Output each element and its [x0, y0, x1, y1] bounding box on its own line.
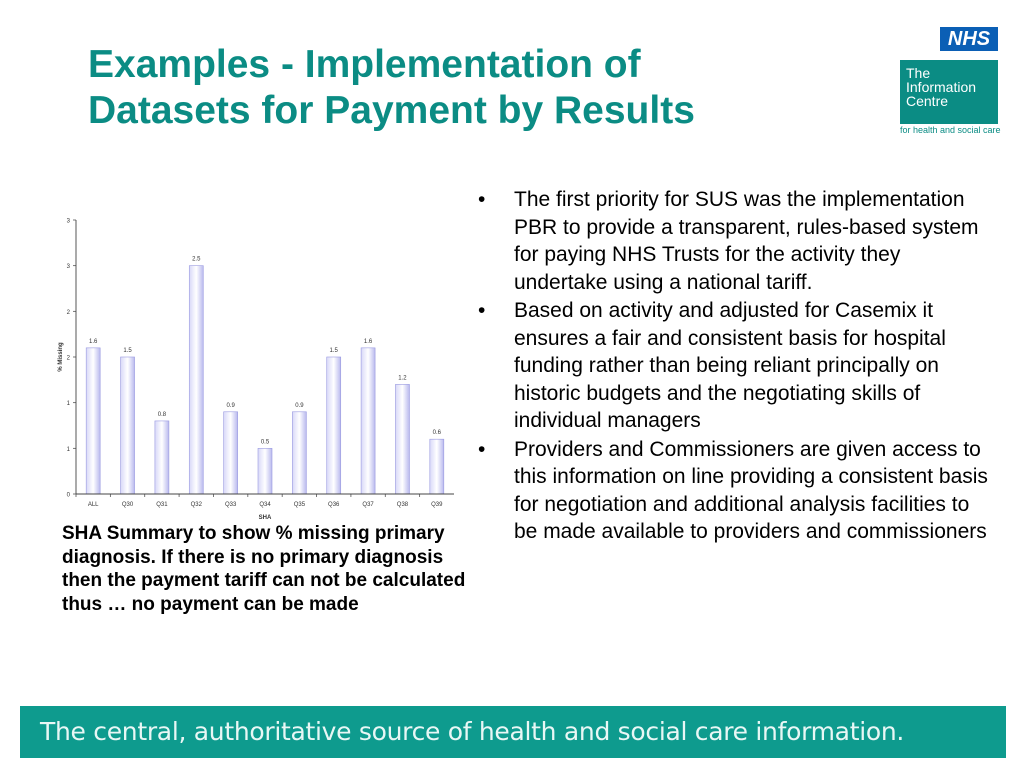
y-axis-label: % Missing [58, 342, 64, 372]
y-tick-label: 1 [66, 446, 70, 453]
x-tick-label: Q39 [431, 502, 443, 508]
y-tick-label: 2 [66, 355, 70, 362]
bar [224, 412, 238, 494]
data-label: 1.6 [89, 338, 98, 345]
data-label: 1.6 [363, 338, 373, 345]
y-tick-label: 2 [66, 309, 70, 316]
bar [155, 421, 169, 494]
bullet-list [478, 186, 998, 547]
x-tick-label: Q37 [362, 502, 374, 508]
logo-org-line-2: Information [906, 79, 977, 95]
y-tick-label: 3 [66, 264, 70, 271]
y-tick-label: 3 [66, 218, 70, 225]
bar [121, 357, 135, 494]
slide-title-line-1: Examples - Implementation of [88, 43, 641, 86]
logo-tagline: for health and social care [900, 125, 1001, 135]
bar [189, 266, 203, 494]
nhs-information-centre-logo [896, 24, 1002, 136]
bar [86, 348, 100, 494]
bullet-text: Providers and Commissioners are given access to this information on line providing a consistent basis for negotiation and additional analysis facilities to be made available to providers and commissioners [514, 437, 988, 543]
slide-title-line-2: Datasets for Payment by Results [88, 89, 695, 132]
y-tick-label: 0 [66, 492, 70, 499]
x-tick-label: Q38 [396, 502, 409, 508]
data-label: 1.2 [398, 375, 407, 382]
data-label: 0.5 [260, 439, 270, 446]
bullet-text: Based on activity and adjusted for Casemix it ensures a fair and consistent basis for hospital funding rather than being reliant principally on historic budgets and the negotiating skills of individual managers [514, 299, 946, 432]
x-tick-label: Q30 [121, 502, 134, 508]
y-tick-label: 1 [66, 401, 70, 408]
x-tick-label: Q35 [293, 502, 306, 508]
bar [361, 348, 375, 494]
data-label: 2.5 [192, 256, 201, 263]
data-label: 1.5 [123, 348, 132, 354]
bar [430, 439, 444, 494]
y-axis [67, 219, 76, 499]
bullet-text: The first priority for SUS was the implementation PBR to provide a transparent, rules-based system for paying NHS Trusts for the activity they undertake using a national tariff. [514, 188, 979, 294]
footer-text: The central, authoritative source of health and social care information. [40, 717, 905, 746]
logo-org-line-3: Centre [906, 93, 949, 109]
bars-group [86, 257, 444, 494]
bullet-item [478, 297, 998, 435]
data-label: 0.9 [226, 402, 235, 409]
x-tick-label: Q32 [190, 502, 202, 508]
bar [395, 384, 409, 494]
bar [327, 357, 341, 494]
missing-diagnosis-bar-chart [56, 208, 468, 526]
data-label: 0.8 [157, 411, 167, 418]
bullet-marker: • [478, 188, 486, 211]
data-label: 0.9 [295, 402, 304, 409]
bar [258, 448, 272, 494]
nhs-badge: NHS [940, 27, 998, 51]
x-tick-label: Q31 [156, 502, 168, 508]
x-tick-label: ALL [87, 502, 99, 508]
x-tick-label: Q36 [328, 502, 340, 508]
bullet-marker: • [478, 299, 486, 322]
x-tick-label: Q33 [224, 502, 237, 508]
bullet-item [478, 436, 998, 546]
logo-org-line-1: The [906, 65, 931, 81]
slide-title [88, 42, 808, 134]
footer-banner [20, 706, 1006, 758]
x-axis [76, 494, 443, 508]
information-centre-box [900, 60, 998, 124]
x-axis-label: SHA [258, 515, 272, 521]
bullet-marker: • [478, 437, 486, 461]
bullet-item [478, 186, 998, 296]
bar [292, 412, 306, 494]
x-tick-label: Q34 [259, 502, 271, 508]
data-label: 0.6 [432, 430, 441, 437]
chart-caption: SHA Summary to show % missing primary diagnosis. If there is no primary diagnosis then the payment tariff can not be calculated thus … no payment can be made [62, 523, 466, 615]
data-label: 1.5 [329, 348, 338, 354]
